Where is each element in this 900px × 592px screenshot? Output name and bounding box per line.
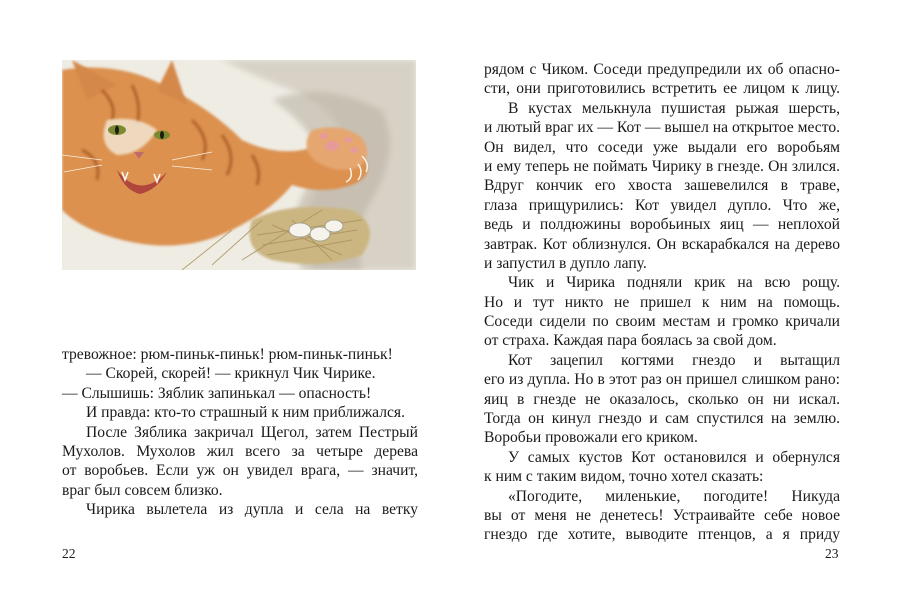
text-line: Соседи сидели по своим местам и громко кричали: [484, 313, 840, 331]
text-line: Но и тут никто не пришел к ним на помощь.: [484, 293, 840, 311]
text-line: тревожное: рюм-пиньк-пиньк! рюм-пиньк-пиньк!: [62, 346, 393, 363]
text-line: от воробьев. Если уж он увидел врага, — значит,: [62, 462, 418, 480]
right-page-text: [484, 60, 840, 545]
text-line: враг был совсем близко.: [62, 481, 223, 499]
left-page-text: [62, 345, 418, 520]
right-page: [450, 0, 900, 592]
text-line: глаза прищурились: Кот увидел дупло. Что же,: [484, 196, 840, 214]
text-line: У самых кустов Кот остановился и обернулся: [508, 448, 840, 466]
text-line: Он видел, что соседи уже выдали его воробьям: [484, 138, 840, 156]
text-line: Чирика вылетела из дупла и села на ветку: [86, 501, 418, 519]
cat-illustration: [62, 60, 416, 270]
text-line: — Слышишь: Зяблик запинькал — опасность!: [62, 384, 372, 402]
cat-watercolor-image: [62, 60, 416, 270]
page-number-right: 23: [825, 546, 839, 561]
text-line: и запустил в дупло лапу.: [484, 254, 647, 272]
text-line: Кот зацепил когтями гнездо и вытащил: [508, 351, 840, 369]
page-number-left: 22: [62, 546, 76, 561]
text-line: и лютый враг их — Кот — вышел на открытое место.: [484, 119, 841, 137]
text-line: — Скорей, скорей! — крикнул Чик Чирике.: [86, 365, 376, 383]
text-line: завтрак. Кот облизнулся. Он вскарабкался на дерево: [484, 235, 840, 253]
text-line: его из дупла. Но в этот раз он пришел слишком рано:: [484, 371, 840, 389]
text-line: вы от меня не денетесь! Устраивайте себе новое: [484, 506, 840, 524]
text-line: яиц в гнезде не оказалось, сколько он ни искал.: [484, 390, 840, 408]
text-line: сти, они приготовились встретить ее лицом к лицу.: [484, 80, 840, 98]
text-line: к ним с таким видом, точно хотел сказать:: [484, 468, 764, 486]
text-line: Мухолов. Мухолов жил всего за четыре дерева: [62, 442, 418, 460]
text-line: Воробьи провожали его криком.: [484, 429, 698, 447]
text-line: И правда: кто-то страшный к ним приближался.: [86, 404, 405, 422]
text-line: Чик и Чирика подняли крик на всю рощу.: [508, 274, 840, 292]
text-line: «Погодите, миленькие, погодите! Никуда: [508, 487, 840, 505]
text-line: от страха. Каждая пара боялась за свой дом.: [484, 332, 777, 350]
text-line: гнездо где хотите, выводите птенцов, а я приду: [484, 526, 840, 544]
text-line: рядом с Чиком. Соседи предупредили их об опасно-: [484, 61, 840, 78]
text-line: Вдруг кончик его хвоста зашевелился в траве,: [484, 177, 840, 195]
text-line: ведь и полдюжины воробьиных яиц — неплохой: [484, 216, 840, 234]
text-line: Тогда он кинул гнездо и сам спустился на землю.: [484, 410, 840, 428]
text-line: и ему теперь не поймать Чирику в гнезде. Он злился.: [484, 157, 840, 175]
text-line: После Зяблика закричал Щегол, затем Пестрый: [86, 423, 418, 441]
text-line: В кустах мелькнула пушистая рыжая шерсть,: [508, 99, 840, 117]
